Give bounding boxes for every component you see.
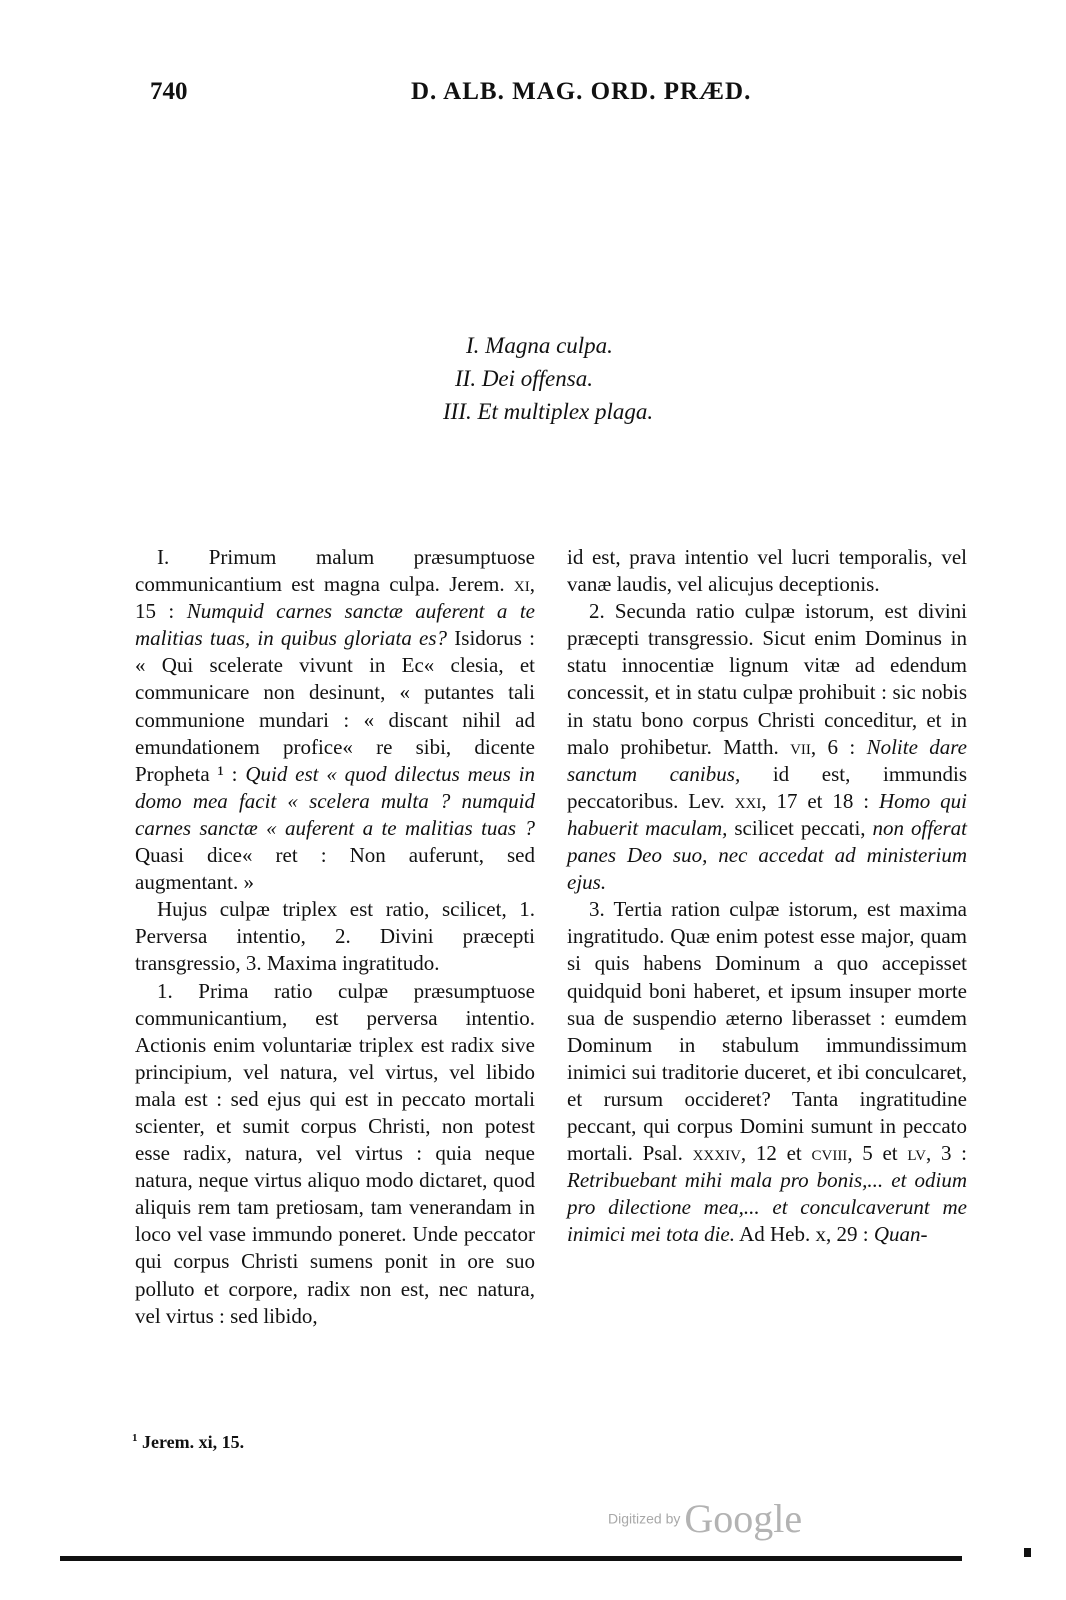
scripture-quote: Quan- [873, 1222, 928, 1247]
outline-item-2: II. Dei offensa. [455, 366, 593, 391]
text-run: , 5 et [847, 1141, 908, 1166]
chapter-numeral: xxxiv [692, 1141, 741, 1166]
scripture-quote: Homo qui habuerit maculam, [567, 788, 967, 840]
text-run: id est, immundis peccatoribus. Lev. [567, 761, 967, 813]
text-run: 3. Tertia ration culpæ istorum, est maxima ingratitudo. Quæ enim potest esse major, quam si quis habens Dominum a quo accepisset quidquid boni haberet, et ipsum insuper morte sua de suspendio æterno liberasset : eumdem Dominum in stabulum immundissimum inimici sui traditorie duceret, et ibi conculcaret, et rursum occideret? Tanta ingratitudine peccant, qui corpus Domini sumunt in peccato mortali. Psal. [567, 897, 967, 1166]
paragraph-maxima-ingratitudo [567, 896, 967, 1248]
scripture-quote: Retribuebant mihi mala pro bonis,... et odium pro dilectione mea,... et conculcaverunt me inimici mei tota die. [567, 1168, 967, 1247]
scan-edge-mark [1024, 1548, 1031, 1557]
google-logo: Google [684, 1496, 803, 1541]
chapter-numeral: xi [513, 572, 530, 597]
chapter-numeral: vii [790, 734, 811, 759]
bottom-rule [60, 1556, 962, 1561]
right-column [567, 544, 967, 1248]
text-run: , 17 et 18 : [761, 788, 879, 813]
text-run: Quasi dice« ret : Non auferunt, sed augmentant. » [135, 843, 535, 895]
text-run: Isidorus : « Qui scelerate vivunt in Ec« clesia, et communicare non desinunt, « putantes tali communione mundari : « discant nihil ad emundationem profice« re sibi, dicente Propheta ¹ : [135, 626, 536, 786]
paragraph-continuation: id est, prava intentio vel lucri temporalis, vel vanæ laudis, vel alicujus deceptionis. [567, 545, 967, 597]
text-run: , 3 : [926, 1141, 968, 1166]
footnote-text: Jerem. xi, 15. [137, 1432, 245, 1452]
running-head [0, 78, 1066, 118]
paragraph-magna-culpa [135, 544, 535, 896]
running-title: D. ALB. MAG. ORD. PRÆD. [411, 78, 752, 105]
chapter-numeral: lv [907, 1141, 926, 1166]
text-run: , 15 : [135, 572, 535, 624]
scripture-quote: non offerat panes Deo suo, nec accedat ad ministerium ejus. [567, 815, 967, 895]
chapter-numeral: cviii [811, 1141, 848, 1166]
text-run: , 6 : [810, 734, 867, 759]
footnote-marker: 1 [132, 1432, 138, 1444]
outline-item-3: III. Et multiplex plaga. [443, 399, 654, 424]
left-column [135, 544, 535, 1330]
footnote [132, 1432, 244, 1453]
scripture-quote: Nolite dare sanctum canibus, [567, 734, 967, 786]
scripture-quote: Quid est « quod dilectus meus in domo mea facit « scelera multa ? numquid carnes sanctæ « auferent a te malitias tuas ? [135, 761, 536, 840]
digitization-watermark [608, 1495, 802, 1541]
text-run: 2. Secunda ratio culpæ istorum, est divini præcepti transgressio. Sicut enim Dominus in statu innocentiæ lignum vitæ ad edendum concessit, et in statu culpæ prohibuit : sic nobis in statu bono corpus Christi conceditur, et in malo prohibetur. Matth. [567, 599, 967, 759]
paragraph-perversa-intentio: 1. Prima ratio culpæ præsumptuose communicantium, est perversa intentio. Actionis enim voluntariæ triplex est radix sive principium, vel natura, vel virtus, vel libido mala est : sed ejus qui est in peccato mortali scienter, et sumit corpus Christi, non potest esse radix, natura, vel virtus : quia neque natura, neque virtus aliquo modo dictaret, quod aliquis rem tam pretiosam, tam venerandam in loco vel vase immundo poneret. Unde peccator qui corpus Christi sumens ponit in ore suo polluto et corpore, radix non est, nec natura, vel virtus : sed libido, [135, 978, 535, 1328]
outline-item-1: I. Magna culpa. [466, 333, 613, 358]
chapter-numeral: xxi [734, 788, 762, 813]
scripture-quote: Numquid carnes sanctæ auferent a te malitias tuas, in quibus gloriata es? [135, 599, 535, 651]
watermark-prefix: Digitized by [608, 1510, 681, 1527]
text-run: , 12 et [740, 1141, 812, 1166]
text-run: scilicet peccati, [727, 815, 873, 840]
paragraph-praecepti-transgressio [567, 598, 967, 896]
page-number: 740 [150, 78, 188, 105]
paragraph-triplex-ratio: Hujus culpæ triplex est ratio, scilicet, 1. Perversa intentio, 2. Divini præcepti transgressio, 3. Maxima ingratitudo. [135, 897, 535, 976]
text-run: Ad Heb. x, 29 : [734, 1222, 874, 1247]
text-run: I. Primum malum præsumptuose communicantium est magna culpa. Jerem. [135, 545, 535, 597]
